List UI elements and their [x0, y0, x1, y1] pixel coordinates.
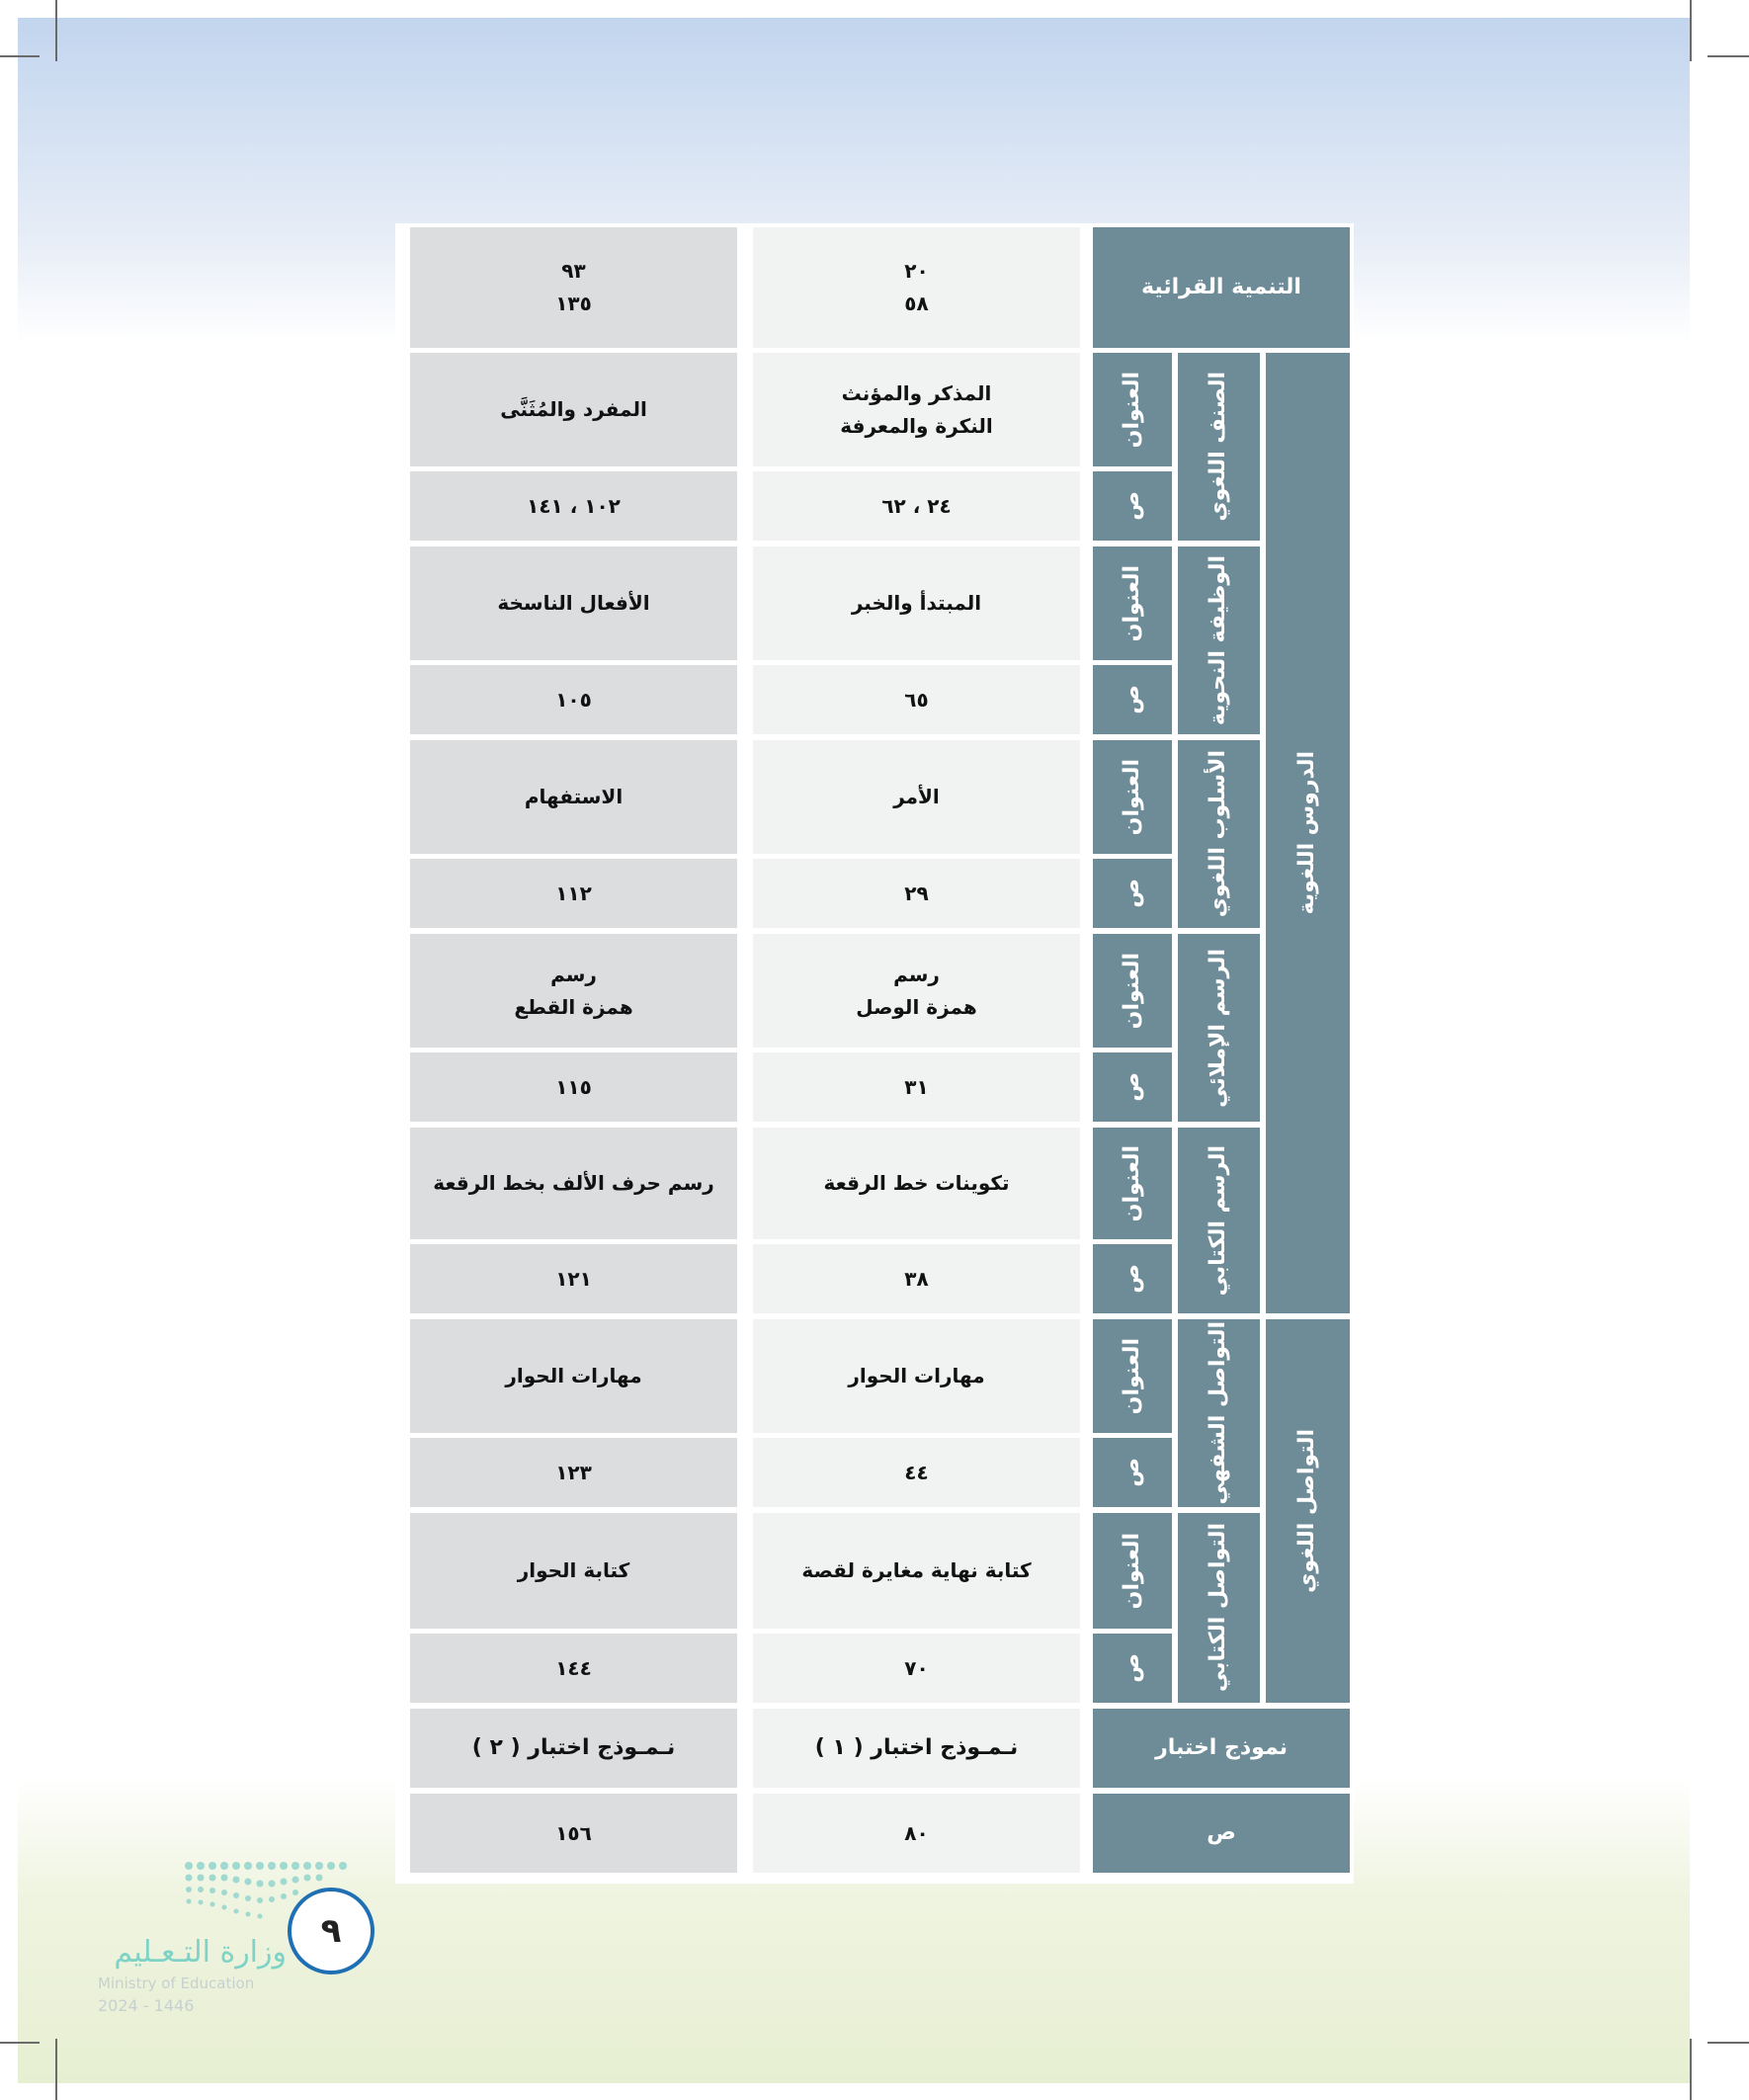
crop-mark [1707, 55, 1749, 57]
cell-page-unit2: ١٢٣ [410, 1438, 737, 1507]
logo-year: 2024 - 1446 [98, 1996, 195, 2015]
section-label: الأسلوب اللغوي [1178, 740, 1260, 928]
cell-title-unit2: المفرد والمُثَنَّى [410, 353, 737, 466]
ministry-logo [94, 1858, 287, 2021]
cell-title-unit1: كتابة نهاية مغايرة لقصة [753, 1513, 1080, 1629]
crop-mark [55, 0, 57, 61]
label-page: ص [1093, 1438, 1172, 1507]
cell-title-unit2: مهارات الحوار [410, 1319, 737, 1433]
crop-mark [0, 55, 40, 57]
cell-title-unit2: الاستفهام [410, 740, 737, 854]
label-title: العنوان [1093, 1128, 1172, 1239]
cell-page-unit2: ١١٢ [410, 859, 737, 928]
cell-page-unit2: ١٤٤ [410, 1634, 737, 1703]
cell-page-unit2: ١٢١ [410, 1244, 737, 1313]
cell-page-unit2: ١٠٥ [410, 665, 737, 734]
label-page: ص [1093, 665, 1172, 734]
cell-page-unit1: ٣١ [753, 1052, 1080, 1122]
cell-test-page-unit2: ١٥٦ [410, 1794, 737, 1873]
label-page: ص [1093, 1634, 1172, 1703]
label-title: العنوان [1093, 546, 1172, 660]
section-label: التواصل الشفهي [1178, 1319, 1260, 1507]
section-label: الوظيفة النحوية [1178, 546, 1260, 734]
label-page: ص [1093, 1244, 1172, 1313]
label-title: العنوان [1093, 740, 1172, 854]
section-label: الرسم الكتابي [1178, 1128, 1260, 1313]
section-label: الصنف اللغوي [1178, 353, 1260, 541]
cell-page-unit2: ١٠٢ ، ١٤١ [410, 471, 737, 541]
cell-title-unit1: المذكر والمؤنث النكرة والمعرفة [753, 353, 1080, 466]
crop-mark [1690, 2039, 1692, 2100]
header-test-page: ص [1093, 1794, 1350, 1873]
cell-page-unit1: ٤٤ [753, 1438, 1080, 1507]
crop-mark [1707, 2042, 1749, 2044]
cell-title-unit2: رسم همزة القطع [410, 934, 737, 1048]
cell-test-page-unit1: ٨٠ [753, 1794, 1080, 1873]
crop-mark [0, 2042, 40, 2044]
cell-reading-unit1: ٢٠ ٥٨ [753, 227, 1080, 348]
label-page: ص [1093, 471, 1172, 541]
cell-title-unit1: مهارات الحوار [753, 1319, 1080, 1433]
curriculum-table [395, 223, 1354, 1884]
header-test: نموذج اختبار [1093, 1709, 1350, 1788]
cell-title-unit1: الأمر [753, 740, 1080, 854]
cell-title-unit2: كتابة الحوار [410, 1513, 737, 1629]
cell-page-unit1: ٧٠ [753, 1634, 1080, 1703]
page-number-badge [288, 1888, 375, 1974]
section-label: التواصل الكتابي [1178, 1513, 1260, 1703]
label-title: العنوان [1093, 1319, 1172, 1433]
label-title: العنوان [1093, 934, 1172, 1048]
cell-page-unit1: ٣٨ [753, 1244, 1080, 1313]
cell-test-unit2: نـمـوذج اختبار ( ٢ ) [410, 1709, 737, 1788]
cell-title-unit1: المبتدأ والخبر [753, 546, 1080, 660]
page-number: ٩ [320, 1911, 342, 1951]
cell-page-unit2: ١١٥ [410, 1052, 737, 1122]
crop-mark [1690, 0, 1692, 61]
group-linguistic-communication: التواصل اللغوي [1266, 1319, 1350, 1703]
section-label: الرسم الإملائي [1178, 934, 1260, 1122]
cell-title-unit2: رسم حرف الألف بخط الرقعة [410, 1128, 737, 1239]
label-page: ص [1093, 1052, 1172, 1122]
cell-page-unit1: ٢٤ ، ٦٢ [753, 471, 1080, 541]
crop-mark [55, 2039, 57, 2100]
cell-page-unit1: ٦٥ [753, 665, 1080, 734]
cell-page-unit1: ٢٩ [753, 859, 1080, 928]
label-page: ص [1093, 859, 1172, 928]
header-reading: التنمية القرائية [1093, 227, 1350, 348]
cell-title-unit2: الأفعال الناسخة [410, 546, 737, 660]
logo-english-text: Ministry of Education [98, 1974, 255, 1992]
cell-title-unit1: تكوينات خط الرقعة [753, 1128, 1080, 1239]
label-title: العنوان [1093, 353, 1172, 466]
group-linguistic-lessons: الدروس اللغوية [1266, 353, 1350, 1313]
cell-test-unit1: نـمـوذج اختبار ( ١ ) [753, 1709, 1080, 1788]
label-title: العنوان [1093, 1513, 1172, 1629]
cell-reading-unit2: ٩٣ ١٣٥ [410, 227, 737, 348]
cell-title-unit1: رسم همزة الوصل [753, 934, 1080, 1048]
logo-arabic-text: وزارة التـعـليم [114, 1935, 287, 1970]
